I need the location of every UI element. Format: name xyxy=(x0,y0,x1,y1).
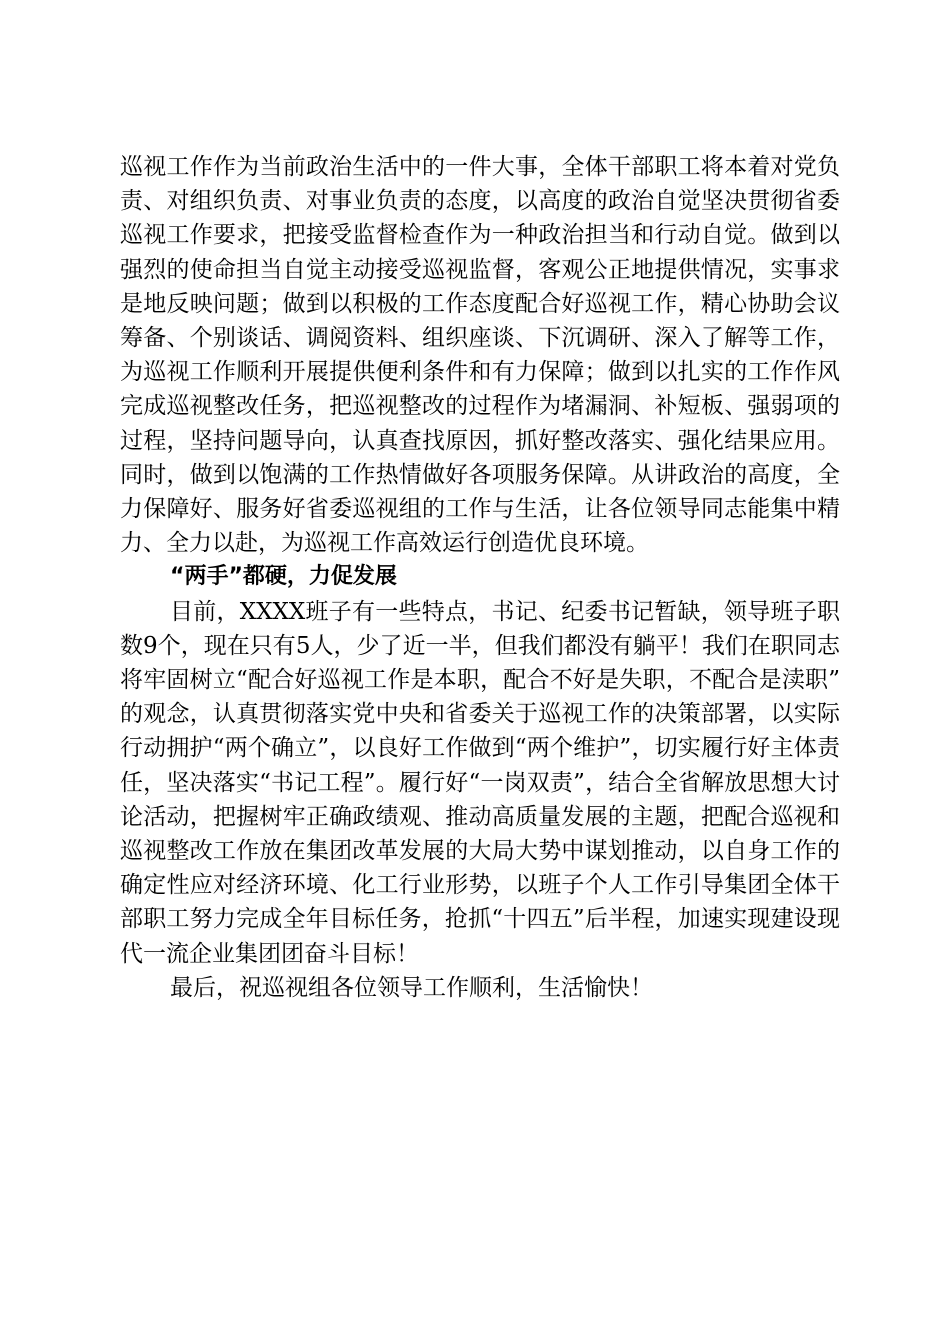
document-page xyxy=(120,150,840,1005)
paragraph-development: 目前，XXXX班子有一些特点，书记、纪委书记暂缺，领导班子职数9个，现在只有5人，少了近一半，但我们都没有躺平！我们在职同志将牢固树立“配合好巡视工作是本职，配合不好是失职，不配合是渎职”的观念，认真贯彻落实党中央和省委关于巡视工作的决策部署，以实际行动拥护“两个确立”，以良好工作做到“两个维护”，切实履行好主体责任，坚决落实“书记工程”。履行好“一岗双责”，结合全省解放思想大讨论活动，把握树牢正确政绩观、推动高质量发展的主题，把配合巡视和巡视整改工作放在集团改革发展的大局大势中谋划推动，以自身工作的确定性应对经济环境、化工行业形势，以班子个人工作引导集团全体干部职工努力完成全年目标任务，抢抓“十四五”后半程，加速实现建设现代一流企业集团团奋斗目标！ xyxy=(120,598,840,967)
paragraph-closing: 最后，祝巡视组各位领导工作顺利，生活愉快！ xyxy=(170,974,653,1001)
section-heading: “两手”都硬，力促发展 xyxy=(170,564,397,590)
paragraph-inspection-commitment: 巡视工作作为当前政治生活中的一件大事，全体干部职工将本着对党负责、对组织负责、对事业负责的态度，以高度的政治自觉坚决贯彻省委巡视工作要求，把接受监督检查作为一种政治担当和行动自觉。做到以强烈的使命担当自觉主动接受巡视监督，客观公正地提供情况，实事求是地反映问题；做到以积极的工作态度配合好巡视工作，精心协助会议筹备、个别谈话、调阅资料、组织座谈、下沉调研、深入了解等工作，为巡视工作顺利开展提供便利条件和有力保障；做到以扎实的工作作风完成巡视整改任务，把巡视整改的过程作为堵漏洞、补短板、强弱项的过程，坚持问题导向，认真查找原因，抓好整改落实、强化结果应用。同时，做到以饱满的工作热情做好各项服务保障。从讲政治的高度，全力保障好、服务好省委巡视组的工作与生活，让各位领导同志能集中精力、全力以赴，为巡视工作高效运行创造优良环境。 xyxy=(120,154,840,557)
